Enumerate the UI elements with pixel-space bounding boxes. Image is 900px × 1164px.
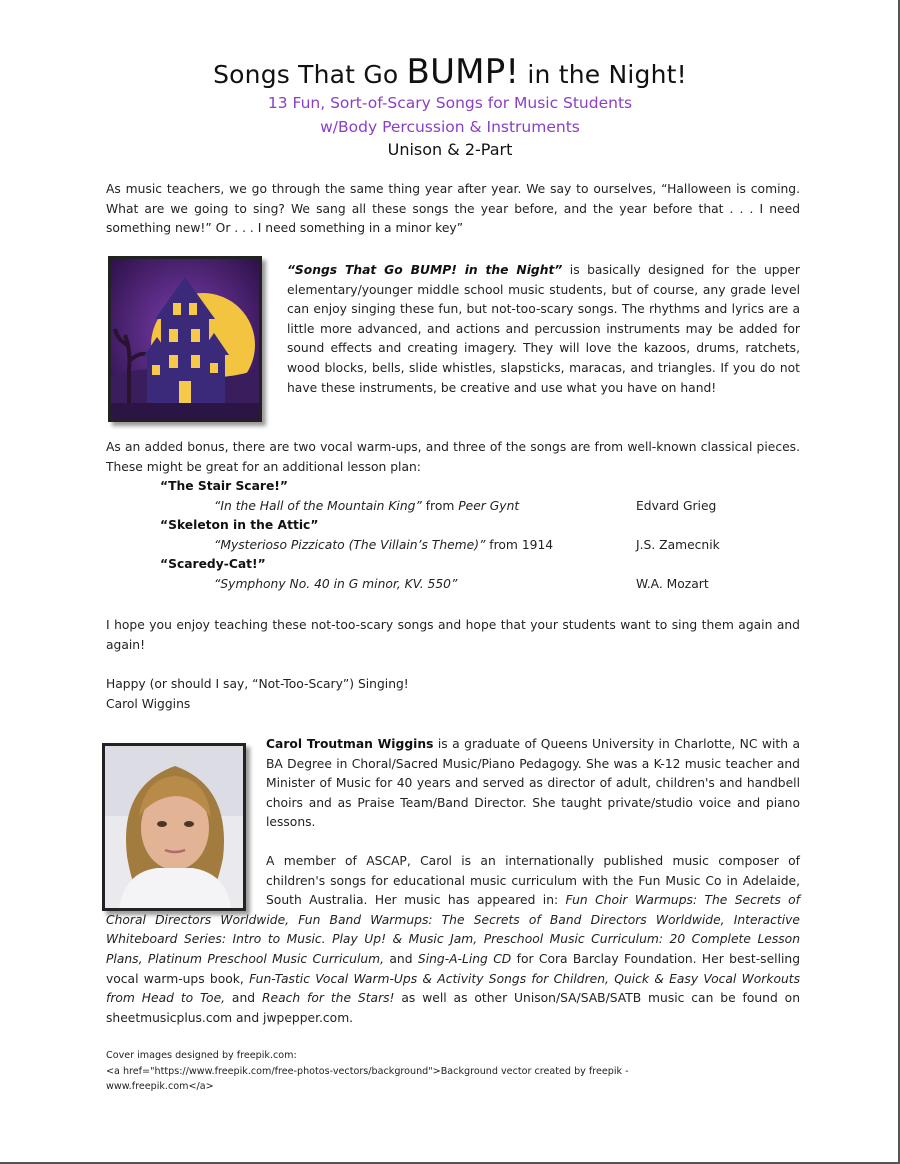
list-item <box>160 477 800 497</box>
classical-work <box>214 536 553 556</box>
description-lead: “Songs That Go BUMP! in the Night” <box>287 263 563 277</box>
closing-paragraph: I hope you enjoy teaching these not-too-scary songs and hope that your students want to sing them again and again! <box>106 618 800 652</box>
voicing: Unison & 2-Part <box>387 140 513 159</box>
description-body: is basically designed for the upper elementary/younger middle school music students, but of course, any grade level can enjoy singing these fun, but not-too-scary songs. The rhythms and lyrics are a little more advanced, and actions and percussion instruments may be added for sound effects and creating imagery. They will love the kazoos, drums, ratchets, wood blocks, bells, slide whistles, slapsticks, maracas, and triangles. If you do not have these instruments, be creative and use what you have on hand! <box>287 263 800 395</box>
credits-line2: <a href="https://www.freepik.com/free-photos-vectors/background">Background vector created by freepik - <box>106 1065 629 1077</box>
description-paragraph <box>287 261 800 398</box>
song-title: “The Stair Scare!” <box>160 479 288 493</box>
bio-and-2: and <box>225 991 262 1006</box>
work-connector: from <box>421 498 459 513</box>
credits-line1: Cover images designed by freepik.com: <box>106 1050 297 1061</box>
bio-works-4: Reach for the Stars! <box>261 991 395 1006</box>
bio-paragraph-2 <box>106 852 800 1028</box>
bio-and: and <box>384 951 418 966</box>
work-title: “Mysterioso Pizzicato (The Villain’s Theme)” <box>214 537 486 552</box>
composer: J.S. Zamecnik <box>636 537 720 552</box>
haunted-house-image <box>108 256 262 422</box>
image-credits <box>106 1048 629 1095</box>
image-wrap-spacer <box>106 852 266 910</box>
composer: W.A. Mozart <box>636 576 709 591</box>
bio-works-3: Fun-Tastic Vocal Warm-Ups & Activity Songs for Children, Quick & Easy Vocal Workouts from Head to Toe, <box>106 971 800 1006</box>
work-connector: from 1914 <box>485 537 554 552</box>
bio-paragraph-1 <box>266 735 800 833</box>
classical-work <box>214 497 519 517</box>
classical-pieces-list <box>160 477 800 595</box>
classical-work <box>214 575 457 595</box>
bio-works-2: Sing-A-Ling CD <box>417 951 512 966</box>
bio-text-1: is a graduate of Queens University in Charlotte, NC with a BA Degree in Choral/Sacred Music/Piano Pedagogy. She was a K-12 music teacher and Minister of Music for 40 years and served as director of adult, children's and handbell choirs and as Praise Team/Band Director. She taught private/studio voice and piano lessons. <box>266 737 800 830</box>
title-part1: Songs That Go <box>213 60 407 89</box>
title-part2: in the Night! <box>519 60 687 89</box>
page-title <box>0 52 900 92</box>
signoff-line1: Happy (or should I say, “Not-Too-Scary”) Singing! <box>106 677 409 691</box>
subtitle-line1: 13 Fun, Sort-of-Scary Songs for Music Students <box>267 94 633 112</box>
work-title: “In the Hall of the Mountain King” <box>214 498 422 513</box>
credits-line3: www.freepik.com</a> <box>106 1081 214 1092</box>
signoff <box>106 675 800 714</box>
author-name: Carol Troutman Wiggins <box>266 737 434 751</box>
song-title: “Skeleton in the Attic” <box>160 518 319 533</box>
bio-text-2: A member of ASCAP, Carol is an internationally published music composer of children's songs for educational music curriculum with the Fun Music Co in Adelaide, South Australia. Her music has appeared in: <box>266 854 800 908</box>
list-item <box>160 497 800 517</box>
title-big: BUMP! <box>406 52 520 92</box>
subtitle <box>0 91 900 139</box>
intro-paragraph: As music teachers, we go through the same thing year after year. We say to ourselves, “Halloween is coming. What are we going to sing? We sang all these songs the year before, and the year before that . . . I need something new!” Or . . . I need something in a minor key” <box>106 182 800 236</box>
bio-text-4: as well as other Unison/SA/SAB/SATB music can be found on sheetmusicplus.com and jwpepper.com. <box>106 991 800 1025</box>
work-title: “Symphony No. 40 in G minor, KV. 550” <box>214 576 458 591</box>
bio-text-3: for Cora Barclay Foundation. Her best-selling vocal warm-ups book, <box>106 951 800 986</box>
bio-works-1: Fun Choir Warmups: The Secrets of Choral Directors Worldwide, Fun Band Warmups: The Secrets of Band Directors Worldwide, Interactive Whiteboard Series: Intro to Music. Play Up! & Music Jam, Preschool Music Curriculum: 20 Complete Lesson Plans, Platinum Preschool Music Curriculum, <box>106 893 800 966</box>
haunted-house-illustration <box>111 259 259 419</box>
signoff-name: Carol Wiggins <box>106 696 191 711</box>
subtitle-line2: w/Body Percussion & Instruments <box>320 118 580 136</box>
composer: Edvard Grieg <box>636 498 717 513</box>
work-source: Peer Gynt <box>458 498 520 513</box>
list-item <box>160 516 800 536</box>
bonus-paragraph: As an added bonus, there are two vocal warm-ups, and three of the songs are from well-known classical pieces. These might be great for an additional lesson plan: <box>106 440 800 474</box>
list-item <box>160 555 800 575</box>
list-item <box>160 536 800 556</box>
song-title: “Scaredy-Cat!” <box>160 557 266 572</box>
list-item <box>160 575 800 595</box>
